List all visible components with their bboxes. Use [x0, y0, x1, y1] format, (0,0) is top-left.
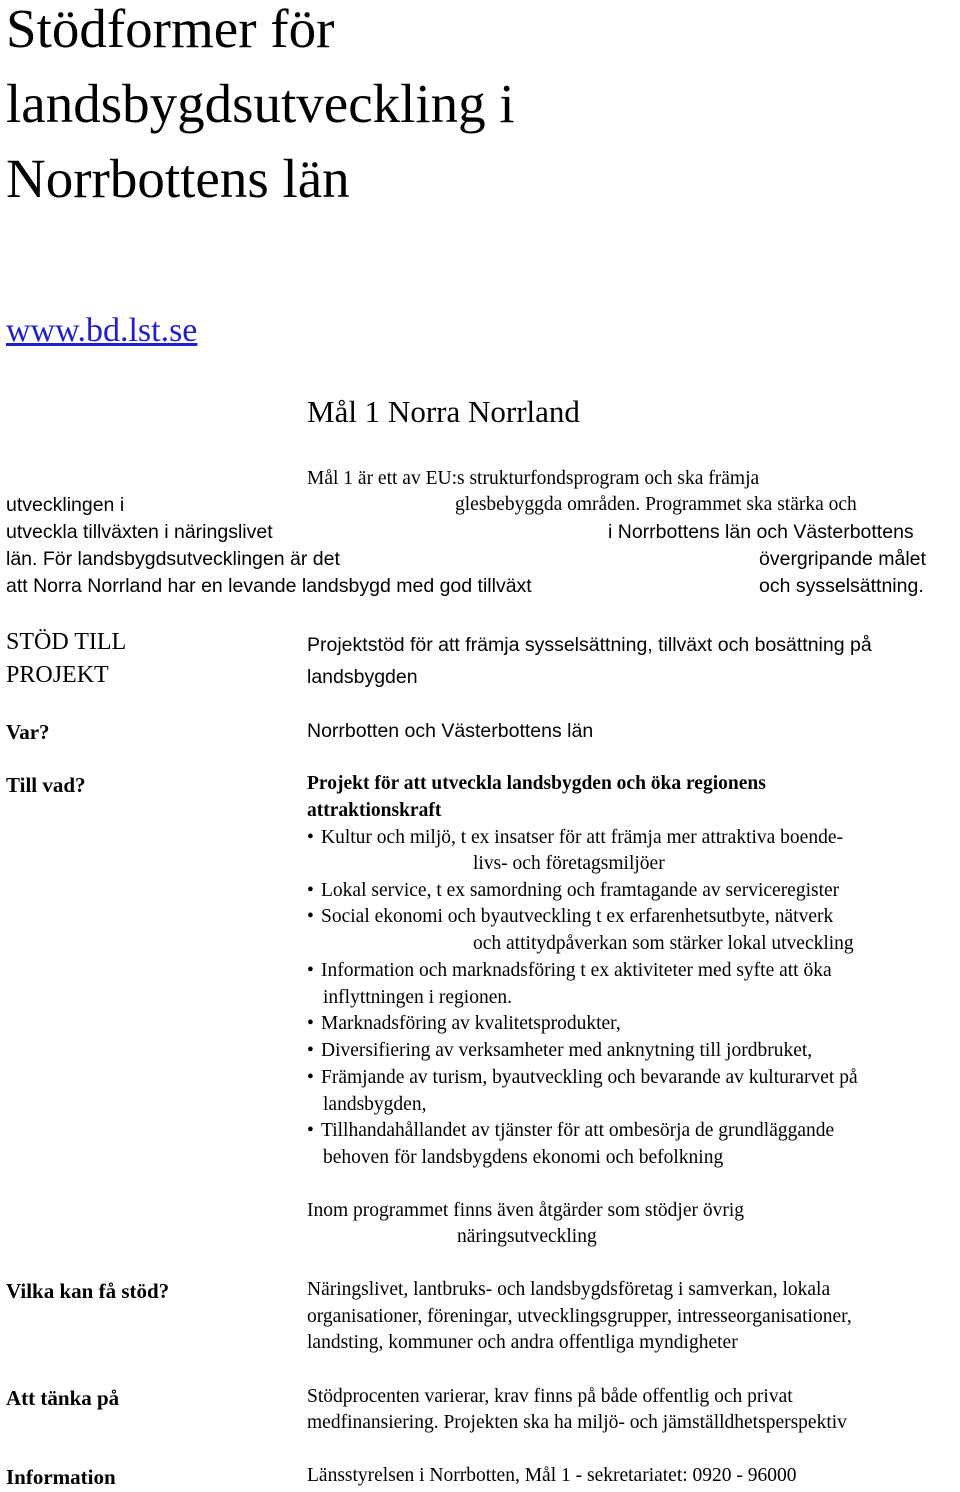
program-heading: Mål 1 Norra Norrland [307, 394, 580, 429]
what-for-heading: Projekt för att utveckla landsbygden och öka regionens [307, 773, 766, 794]
eligible-text: Näringslivet, lantbruks- och landsbygdsföretag i samverkan, lokala [307, 1279, 831, 1300]
information-label: Information [6, 1465, 116, 1489]
list-item-continuation: inflyttningen i regionen. [323, 987, 513, 1008]
consider-label: Att tänka på [6, 1386, 120, 1410]
intro-text: län. För landsbygdsutvecklingen är det [6, 548, 340, 570]
list-item: Främjande av turism, byautveckling och bevarande av kulturarvet på [321, 1067, 858, 1088]
list-item-continuation: livs- och företagsmiljöer [473, 853, 665, 874]
bullet-icon: • [307, 1013, 314, 1034]
intro-text: utvecklingen i [6, 494, 125, 516]
intro-text: övergripande målet [759, 548, 926, 570]
support-heading-line-2: PROJEKT [6, 662, 109, 688]
bullet-icon: • [307, 960, 314, 981]
what-for-heading: attraktionskraft [307, 800, 442, 821]
intro-text: och sysselsättning. [759, 575, 924, 597]
what-for-label: Till vad? [6, 773, 86, 797]
where-value: Norrbotten och Västerbottens län [307, 720, 594, 742]
list-item: Kultur och miljö, t ex insatser för att främja mer attraktiva boende- [321, 827, 843, 848]
list-item: Tillhandahållandet av tjänster för att ombesörja de grundläggande [321, 1120, 835, 1141]
list-item-continuation: landsbygden, [323, 1094, 427, 1115]
eligible-label: Vilka kan få stöd? [6, 1279, 170, 1303]
list-item-continuation: och attitydpåverkan som stärker lokal utveckling [473, 933, 854, 954]
support-description: landsbygden [307, 666, 418, 688]
intro-text: utveckla tillväxten i näringslivet [6, 521, 273, 543]
other-measures-text: näringsutveckling [457, 1226, 597, 1247]
bullet-icon: • [307, 1067, 314, 1088]
intro-text: i Norrbottens län och Västerbottens [608, 521, 914, 543]
intro-text: Mål 1 är ett av EU:s strukturfondsprogram och ska främja [307, 468, 760, 489]
website-link[interactable]: www.bd.lst.se [6, 312, 198, 349]
support-description: Projektstöd för att främja sysselsättning, tillväxt och bosättning på [307, 634, 872, 656]
bullet-icon: • [307, 906, 314, 927]
information-text: Länsstyrelsen i Norrbotten, Mål 1 - sekretariatet: 0920 - 96000 [307, 1465, 797, 1486]
intro-text: glesbebyggda områden. Programmet ska stärka och [455, 494, 857, 515]
bullet-icon: • [307, 880, 314, 901]
page-title-line-1: Stödformer för [6, 0, 335, 59]
page-title-line-2: landsbygdsutveckling i [6, 73, 515, 134]
bullet-icon: • [307, 1040, 314, 1061]
support-heading-line-1: STÖD TILL [6, 629, 127, 655]
where-label: Var? [6, 720, 50, 744]
bullet-icon: • [307, 827, 314, 848]
list-item: Marknadsföring av kvalitetsprodukter, [321, 1013, 621, 1034]
bullet-icon: • [307, 1120, 314, 1141]
eligible-text: landsting, kommuner och andra offentliga myndigheter [307, 1332, 738, 1353]
list-item: Social ekonomi och byautveckling t ex erfarenhetsutbyte, nätverk [321, 906, 834, 927]
list-item: Diversifiering av verksamheter med anknytning till jordbruket, [321, 1040, 813, 1061]
other-measures-text: Inom programmet finns även åtgärder som stödjer övrig [307, 1200, 745, 1221]
eligible-text: organisationer, föreningar, utvecklingsgrupper, intresseorganisationer, [307, 1306, 852, 1327]
list-item: Lokal service, t ex samordning och framtagande av serviceregister [321, 880, 840, 901]
list-item-continuation: behoven för landsbygdens ekonomi och befolkning [323, 1147, 724, 1168]
page-title-line-3: Norrbottens län [6, 148, 350, 209]
consider-text: Stödprocenten varierar, krav finns på både offentlig och privat [307, 1386, 793, 1407]
list-item: Information och marknadsföring t ex aktiviteter med syfte att öka [321, 960, 832, 981]
consider-text: medfinansiering. Projekten ska ha miljö- och jämställdhetsperspektiv [307, 1412, 847, 1433]
intro-text: att Norra Norrland har en levande landsbygd med god tillväxt [6, 575, 532, 597]
